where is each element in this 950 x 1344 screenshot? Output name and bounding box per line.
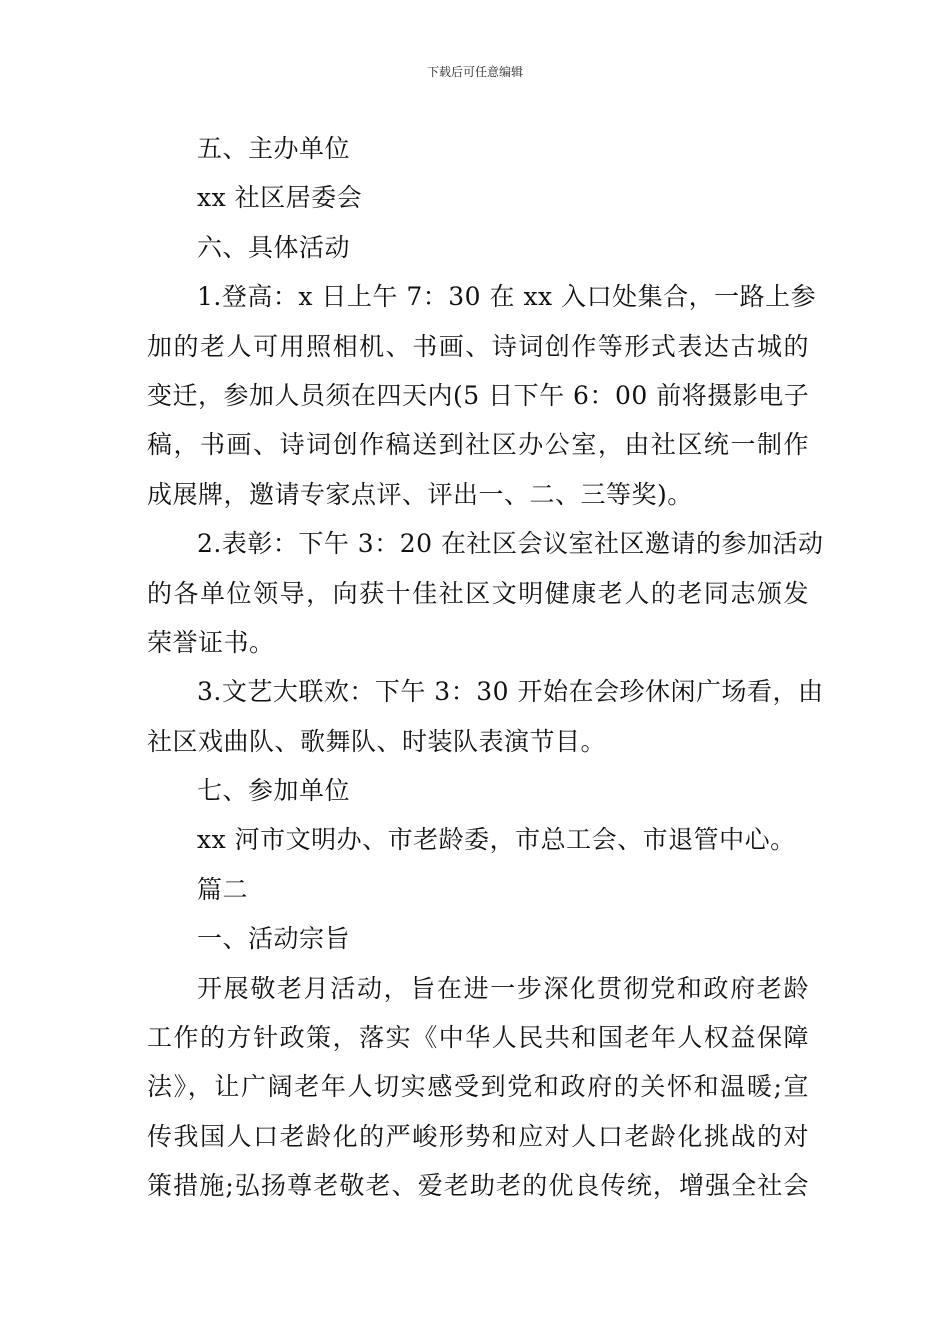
paragraph-line: 工作的方针政策，落实《中华人民共和国老年人权益保障	[147, 1023, 809, 1053]
paragraph-line: 1.登高：x 日上午 7：30 在 xx 入口处集合，一路上参	[197, 282, 817, 312]
paragraph-line: 开展敬老月活动，旨在进一步深化贯彻党和政府老龄	[197, 973, 809, 1003]
paragraph-line: 传我国人口老龄化的严峻形势和应对人口老龄化挑战的对	[147, 1121, 809, 1151]
paragraph-line: 2.表彰：下午 3：20 在社区会议室社区邀请的参加活动	[197, 529, 824, 559]
paragraph-line: 法》，让广阔老年人切实感受到党和政府的关怀和温暖;宣	[147, 1072, 809, 1102]
paragraph-line: 荣誉证书。	[147, 627, 275, 657]
paragraph-line: 稿，书画、诗词创作稿送到社区办公室，由社区统一制作	[147, 430, 809, 460]
paragraph-line: 变迁，参加人员须在四天内(5 日下午 6：00 前将摄影电子	[147, 380, 810, 410]
paragraph-line: 3.文艺大联欢：下午 3：30 开始在会珍休闲广场看，由	[197, 677, 824, 707]
paragraph-line: xx 社区居委会	[197, 183, 363, 213]
document-body	[147, 124, 824, 1211]
paragraph-line: 策措施;弘扬尊老敬老、爱老助老的优良传统，增强全社会	[147, 1171, 809, 1201]
paragraph-line: xx 河市文明办、市老龄委，市总工会、市退管中心。	[197, 825, 796, 855]
section-heading-organizer: 五、主办单位	[197, 134, 351, 163]
paragraph-line: 社区戏曲队、歌舞队、时装队表演节目。	[147, 726, 607, 756]
section-heading-participants: 七、参加单位	[197, 776, 351, 806]
section-heading-purpose: 一、活动宗旨	[197, 924, 351, 954]
section-heading-activities: 六、具体活动	[197, 232, 351, 262]
paragraph-line: 加的老人可用照相机、书画、诗词创作等形式表达古城的	[147, 331, 809, 361]
part-heading: 篇二	[197, 874, 249, 904]
paragraph-line: 成展牌，邀请专家点评、评出一、二、三等奖)。	[147, 479, 693, 509]
page-header-note: 下载后可任意编辑	[426, 65, 523, 79]
paragraph-line: 的各单位领导，向获十佳社区文明健康老人的老同志颁发	[147, 578, 809, 608]
